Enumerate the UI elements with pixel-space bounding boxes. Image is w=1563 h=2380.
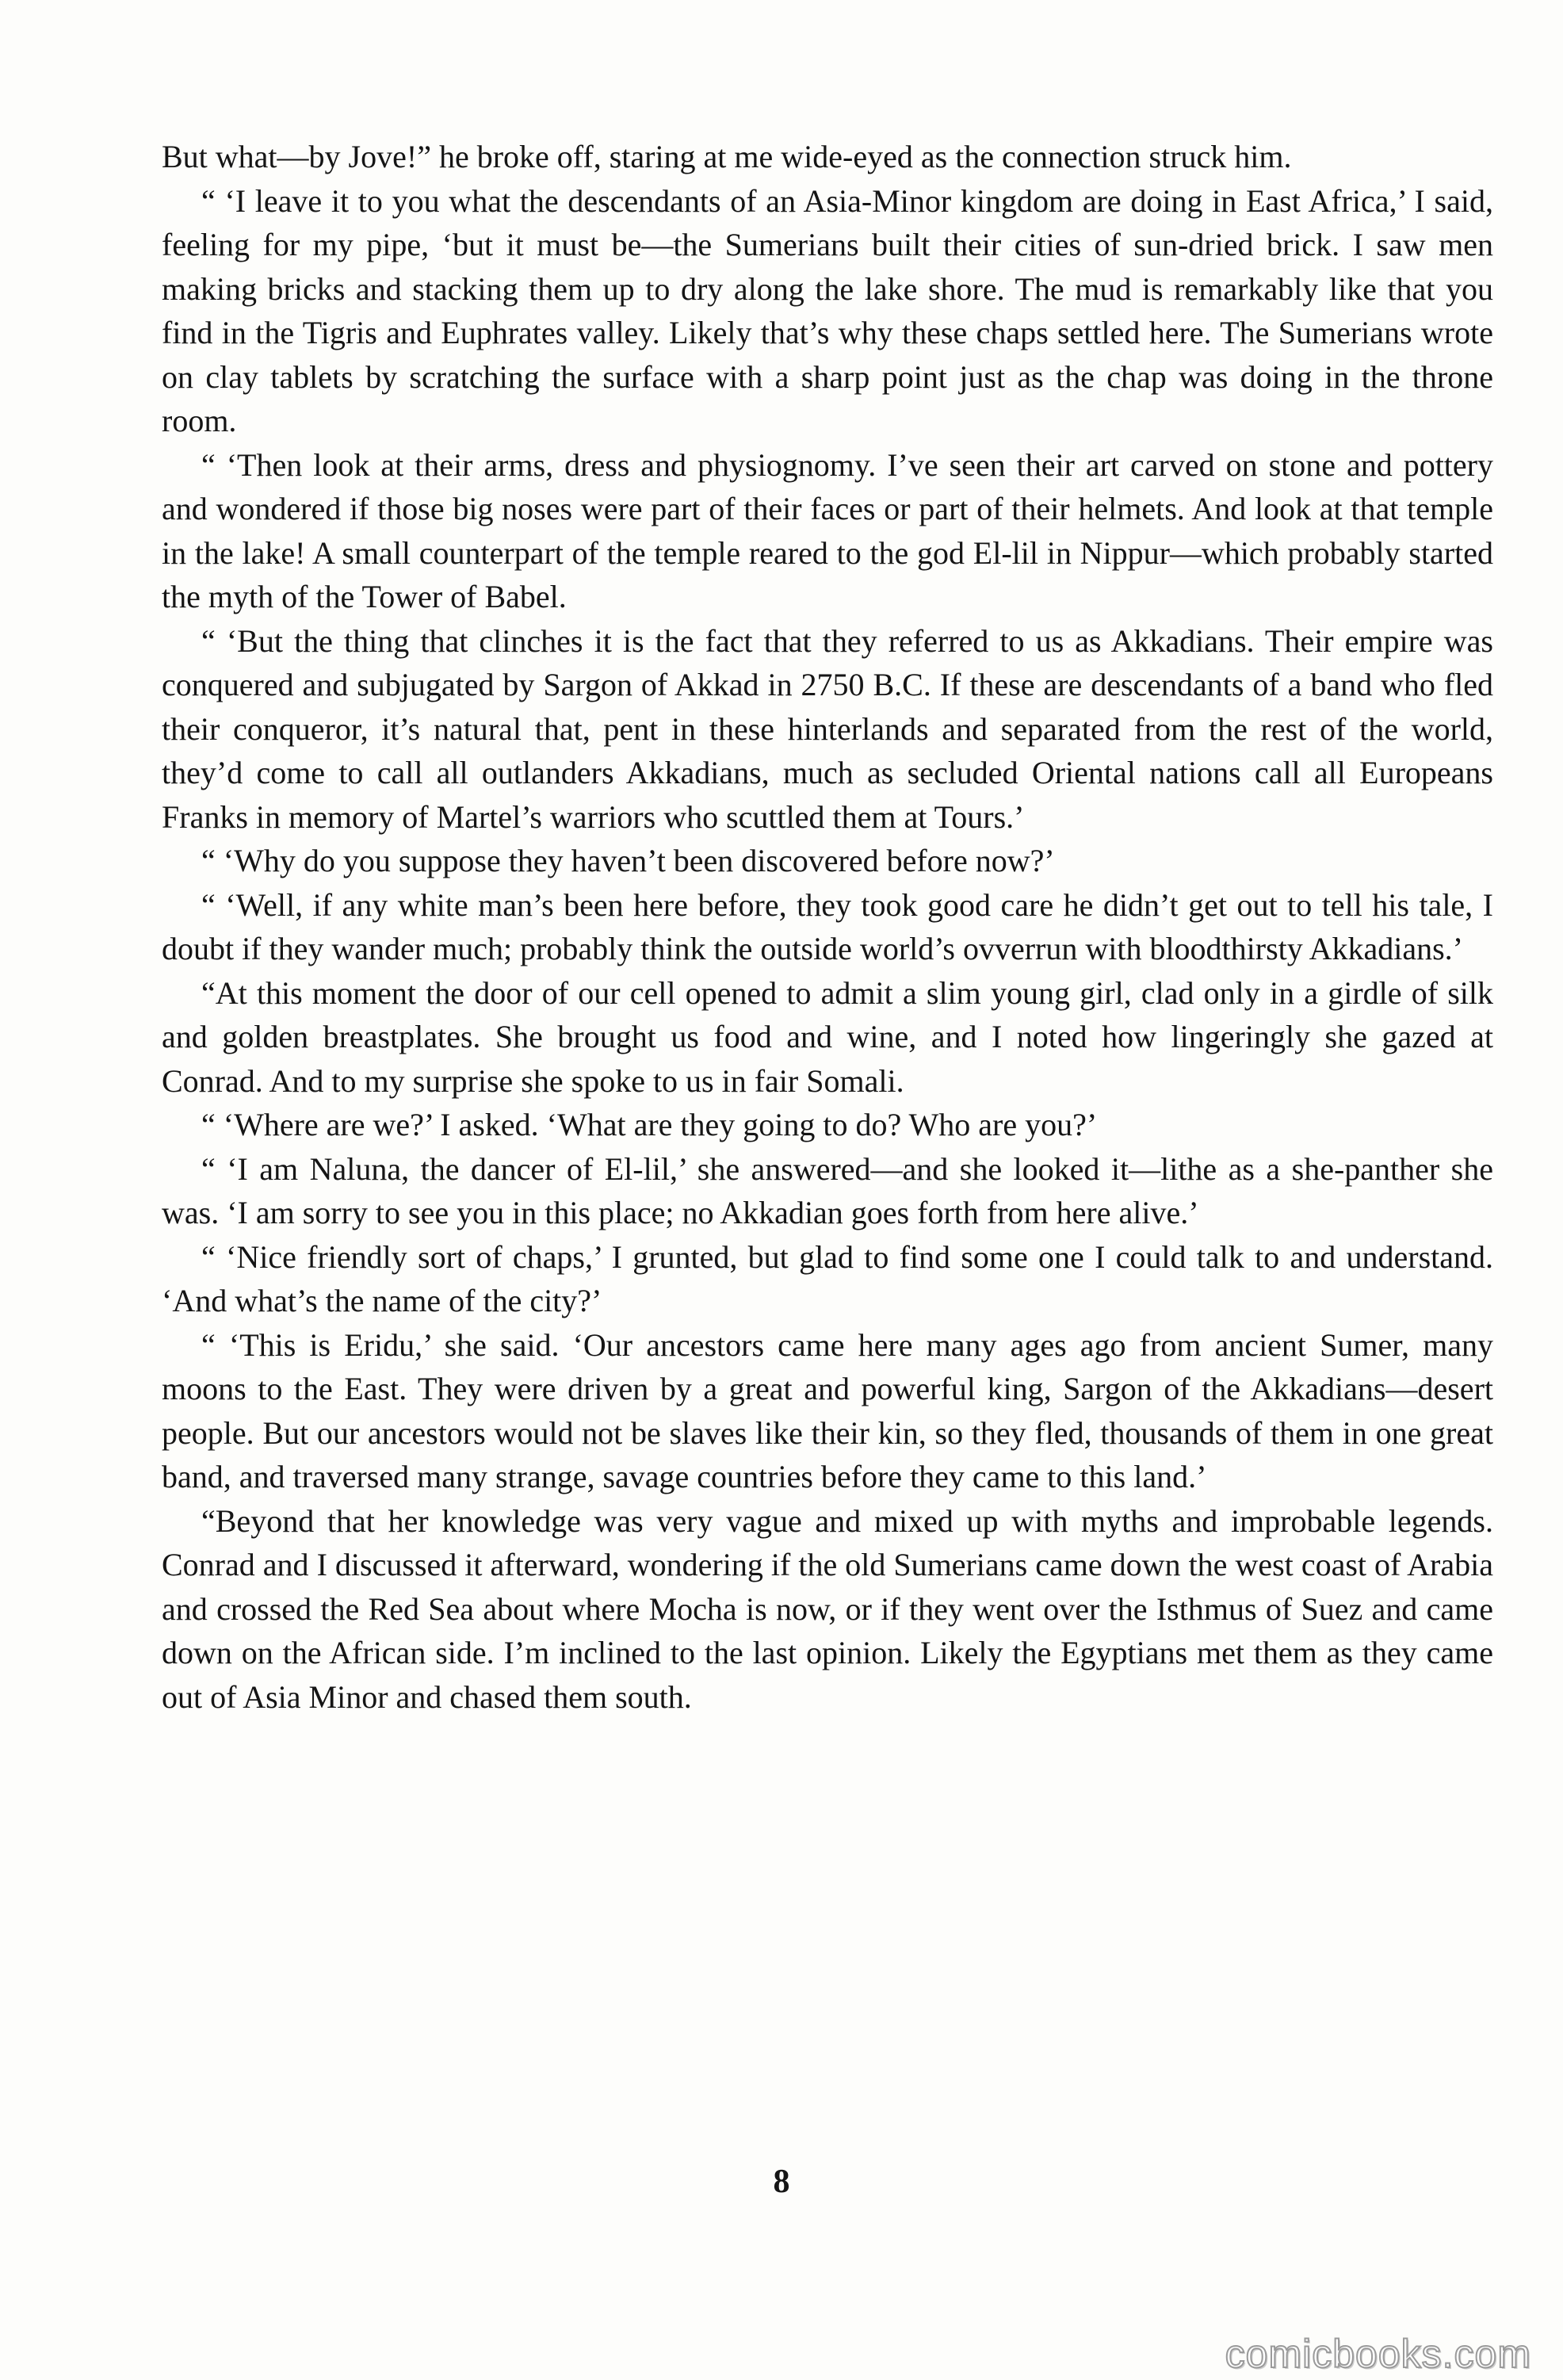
watermark-logo: comicbooks.com <box>1225 2332 1531 2376</box>
paragraph: “ ‘Why do you suppose they haven’t been discovered before now?’ <box>201 843 1055 878</box>
paragraph: “Beyond that her knowledge was very vague and mixed up with myths and improbable legends. Conrad and I discussed it afterward, wondering if the old Sumerians came down the west coast of Arabia and crossed the Red Sea about where Mocha is now, or if they went over the Isthmus of Suez and came down on the African side. I’m inclined to the last opinion. Likely the Egyptians met them as they came out of Asia Minor and chased them south. <box>162 1502 1493 1715</box>
paragraph: “ ‘Well, if any white man’s been here before, they took good care he didn’t get out to tell his tale, I doubt if they wander much; probably think the outside world’s ovverrun with bloodthirsty Akkadians.’ <box>162 886 1493 966</box>
paragraph: “ ‘I am Naluna, the dancer of El-lil,’ she answered—and she looked it—lithe as a she-panther she was. ‘I am sorry to see you in this place; no Akkadian goes forth from here alive.’ <box>162 1150 1493 1230</box>
paragraph: “ ‘Then look at their arms, dress and physiognomy. I’ve seen their art carved on stone and pottery and wondered if those big noses were part of their faces or part of their helmets. And look at that temple in the lake! A small counterpart of the temple reared to the god El-lil in Nippur—which probably started the myth of the Tower of Babel. <box>162 446 1493 614</box>
paragraph: “ ‘I leave it to you what the descendants of an Asia-Minor kingdom are doing in East Africa,’ I said, feeling for my pipe, ‘but it must be—the Sumerians built their cities of sun-dried brick. I saw men making bricks and stacking them up to dry along the lake shore. The mud is remarkably like that you find in the Tigris and Euphrates valley. Likely that’s why these chaps settled here. The Sumerians wrote on clay tablets by scratching the surface with a sharp point just as the chap was doing in the throne room. <box>162 182 1493 438</box>
paragraph: But what—by Jove!” he broke off, staring at me wide-eyed as the connection struck him. <box>162 139 1292 174</box>
body-text <box>162 135 1493 1719</box>
paragraph: “ ‘This is Eridu,’ she said. ‘Our ancestors came here many ages ago from ancient Sumer, many moons to the East. They were driven by a great and powerful king, Sargon of the Akkadians—desert people. But our ancestors would not be slaves like their kin, so they fled, thousands of them in one great band, and traversed many strange, savage countries before they came to this land.’ <box>162 1326 1493 1494</box>
paragraph: “ ‘Nice friendly sort of chaps,’ I grunted, but glad to find some one I could talk to and understand. ‘And what’s the name of the city?’ <box>162 1238 1493 1318</box>
page-number: 8 <box>773 2164 790 2200</box>
paragraph: “ ‘But the thing that clinches it is the fact that they referred to us as Akkadians. Their empire was conquered and subjugated by Sargon of Akkad in 2750 B.C. If these are descendants of a band who fled their conqueror, it’s natural that, pent in these hinterlands and separated from the rest of the world, they’d come to call all outlanders Akkadians, much as secluded Oriental nations call all Europeans Franks in memory of Martel’s warriors who scuttled them at Tours.’ <box>162 622 1493 835</box>
paragraph: “ ‘Where are we?’ I asked. ‘What are they going to do? Who are you?’ <box>201 1107 1098 1142</box>
paragraph: “At this moment the door of our cell opened to admit a slim young girl, clad only in a girdle of silk and golden breastplates. She brought us food and wine, and I noted how lingeringly she gazed at Conrad. And to my surprise she spoke to us in fair Somali. <box>162 974 1493 1099</box>
